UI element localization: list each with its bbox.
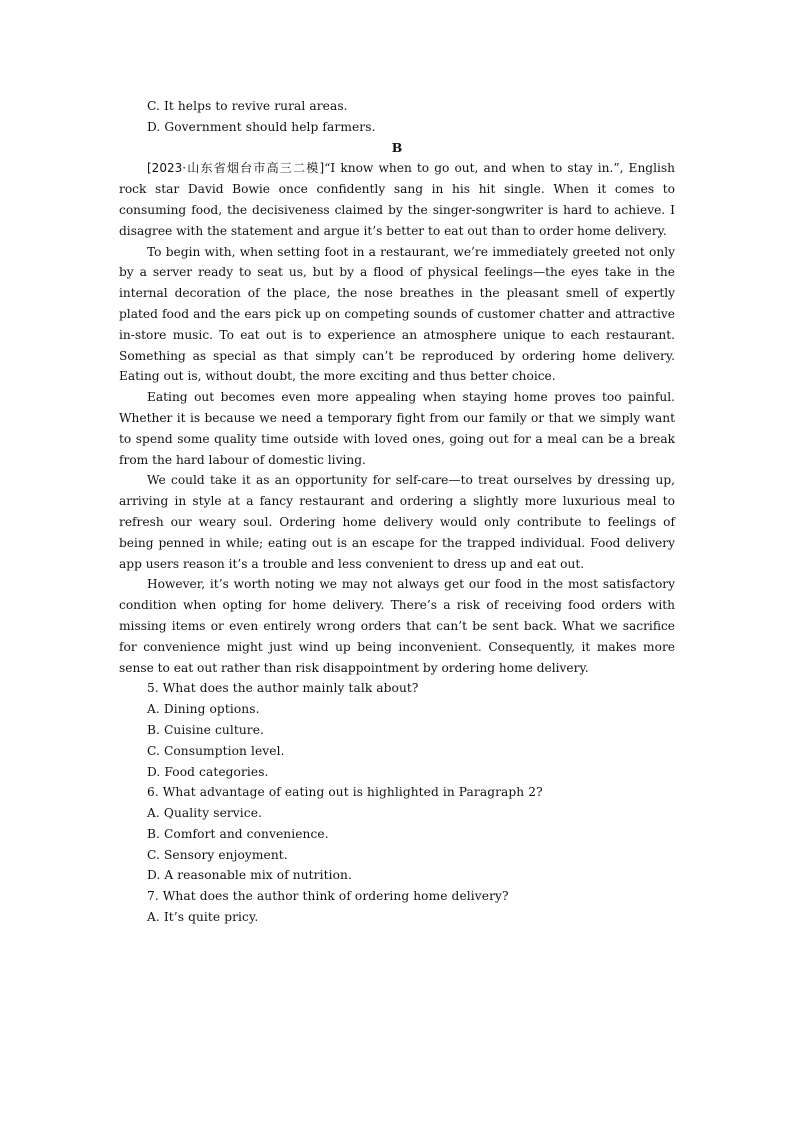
answer-option: C. Sensory enjoyment. — [147, 847, 288, 862]
answer-option: D. A reasonable mix of nutrition. — [147, 868, 352, 883]
question-stem: 7. What does the author think of ordering home delivery? — [147, 889, 509, 904]
answer-option: D. Food categories. — [147, 764, 269, 779]
answer-option: A. Quality service. — [147, 806, 262, 821]
questions — [119, 678, 675, 928]
answer-option: C. Consumption level. — [147, 743, 285, 758]
answer-option: B. Comfort and convenience. — [147, 826, 329, 841]
document-page — [119, 96, 675, 928]
question-7 — [119, 886, 675, 928]
question-6 — [119, 782, 675, 886]
question-5 — [119, 678, 675, 782]
answer-option: A. Dining options. — [147, 702, 260, 717]
option-c: C. It helps to revive rural areas. — [147, 99, 348, 113]
passage-paragraph-4: We could take it as an opportunity for self-care—to treat ourselves by dressing up, arriving in style at a fancy restaurant and ordering a slightly more luxurious meal to refresh our weary soul. Ordering home delivery would only contribute to feelings of being penned in while; eating out is an escape for the trapped individual. Food delivery app users reason it’s a trouble and less convenient to dress up and eat out. — [119, 473, 675, 571]
paragraph-text: “I know when to go out, and when to stay in.”, English rock star David Bowie once confidently sang in his hit single. When it comes to consuming food, the decisiveness claimed by the singer-songwriter is hard to achieve. I disagree with the statement and argue it’s better to eat out than to order home delivery. — [119, 161, 675, 238]
answer-option: B. Cuisine culture. — [147, 722, 264, 737]
passage-paragraph-5: However, it’s worth noting we may not always get our food in the most satisfactory condition when opting for home delivery. There’s a risk of receiving food orders with missing items or even entirely wrong orders that can’t be sent back. What we sacrifice for convenience might just wind up being inconvenient. Consequently, it makes more sense to eat out rather than risk disappointment by ordering home delivery. — [119, 577, 675, 675]
question-stem: 5. What does the author mainly talk about? — [147, 681, 419, 696]
source-tag: [2023·山东省烟台市高三二模] — [147, 161, 325, 176]
passage-paragraph-2: To begin with, when setting foot in a restaurant, we’re immediately greeted not only by a server ready to seat us, but by a flood of physical feelings—the eyes take in the internal decoration of the place, the nose breathes in the pleasant smell of expertly plated food and the ears pick up on competing sounds of customer chatter and attractive in-store music. To eat out is to experience an atmosphere unique to each restaurant. Something as special as that simply can’t be reproduced by ordering home delivery. Eating out is, without doubt, the more exciting and thus better choice. — [119, 244, 675, 384]
passage-paragraph-1 — [119, 158, 675, 241]
section-heading: B — [391, 139, 403, 155]
previous-options — [119, 96, 675, 138]
passage-paragraph-3: Eating out becomes even more appealing when staying home proves too painful. Whether it is because we need a temporary fight from our family or that we simply want to spend some quality time outside with loved ones, going out for a meal can be a break from the hard labour of domestic living. — [119, 390, 675, 467]
option-d: D. Government should help farmers. — [147, 119, 376, 134]
answer-option: A. It’s quite pricy. — [147, 910, 259, 925]
question-stem: 6. What advantage of eating out is highlighted in Paragraph 2? — [147, 785, 543, 800]
passage — [119, 158, 675, 678]
